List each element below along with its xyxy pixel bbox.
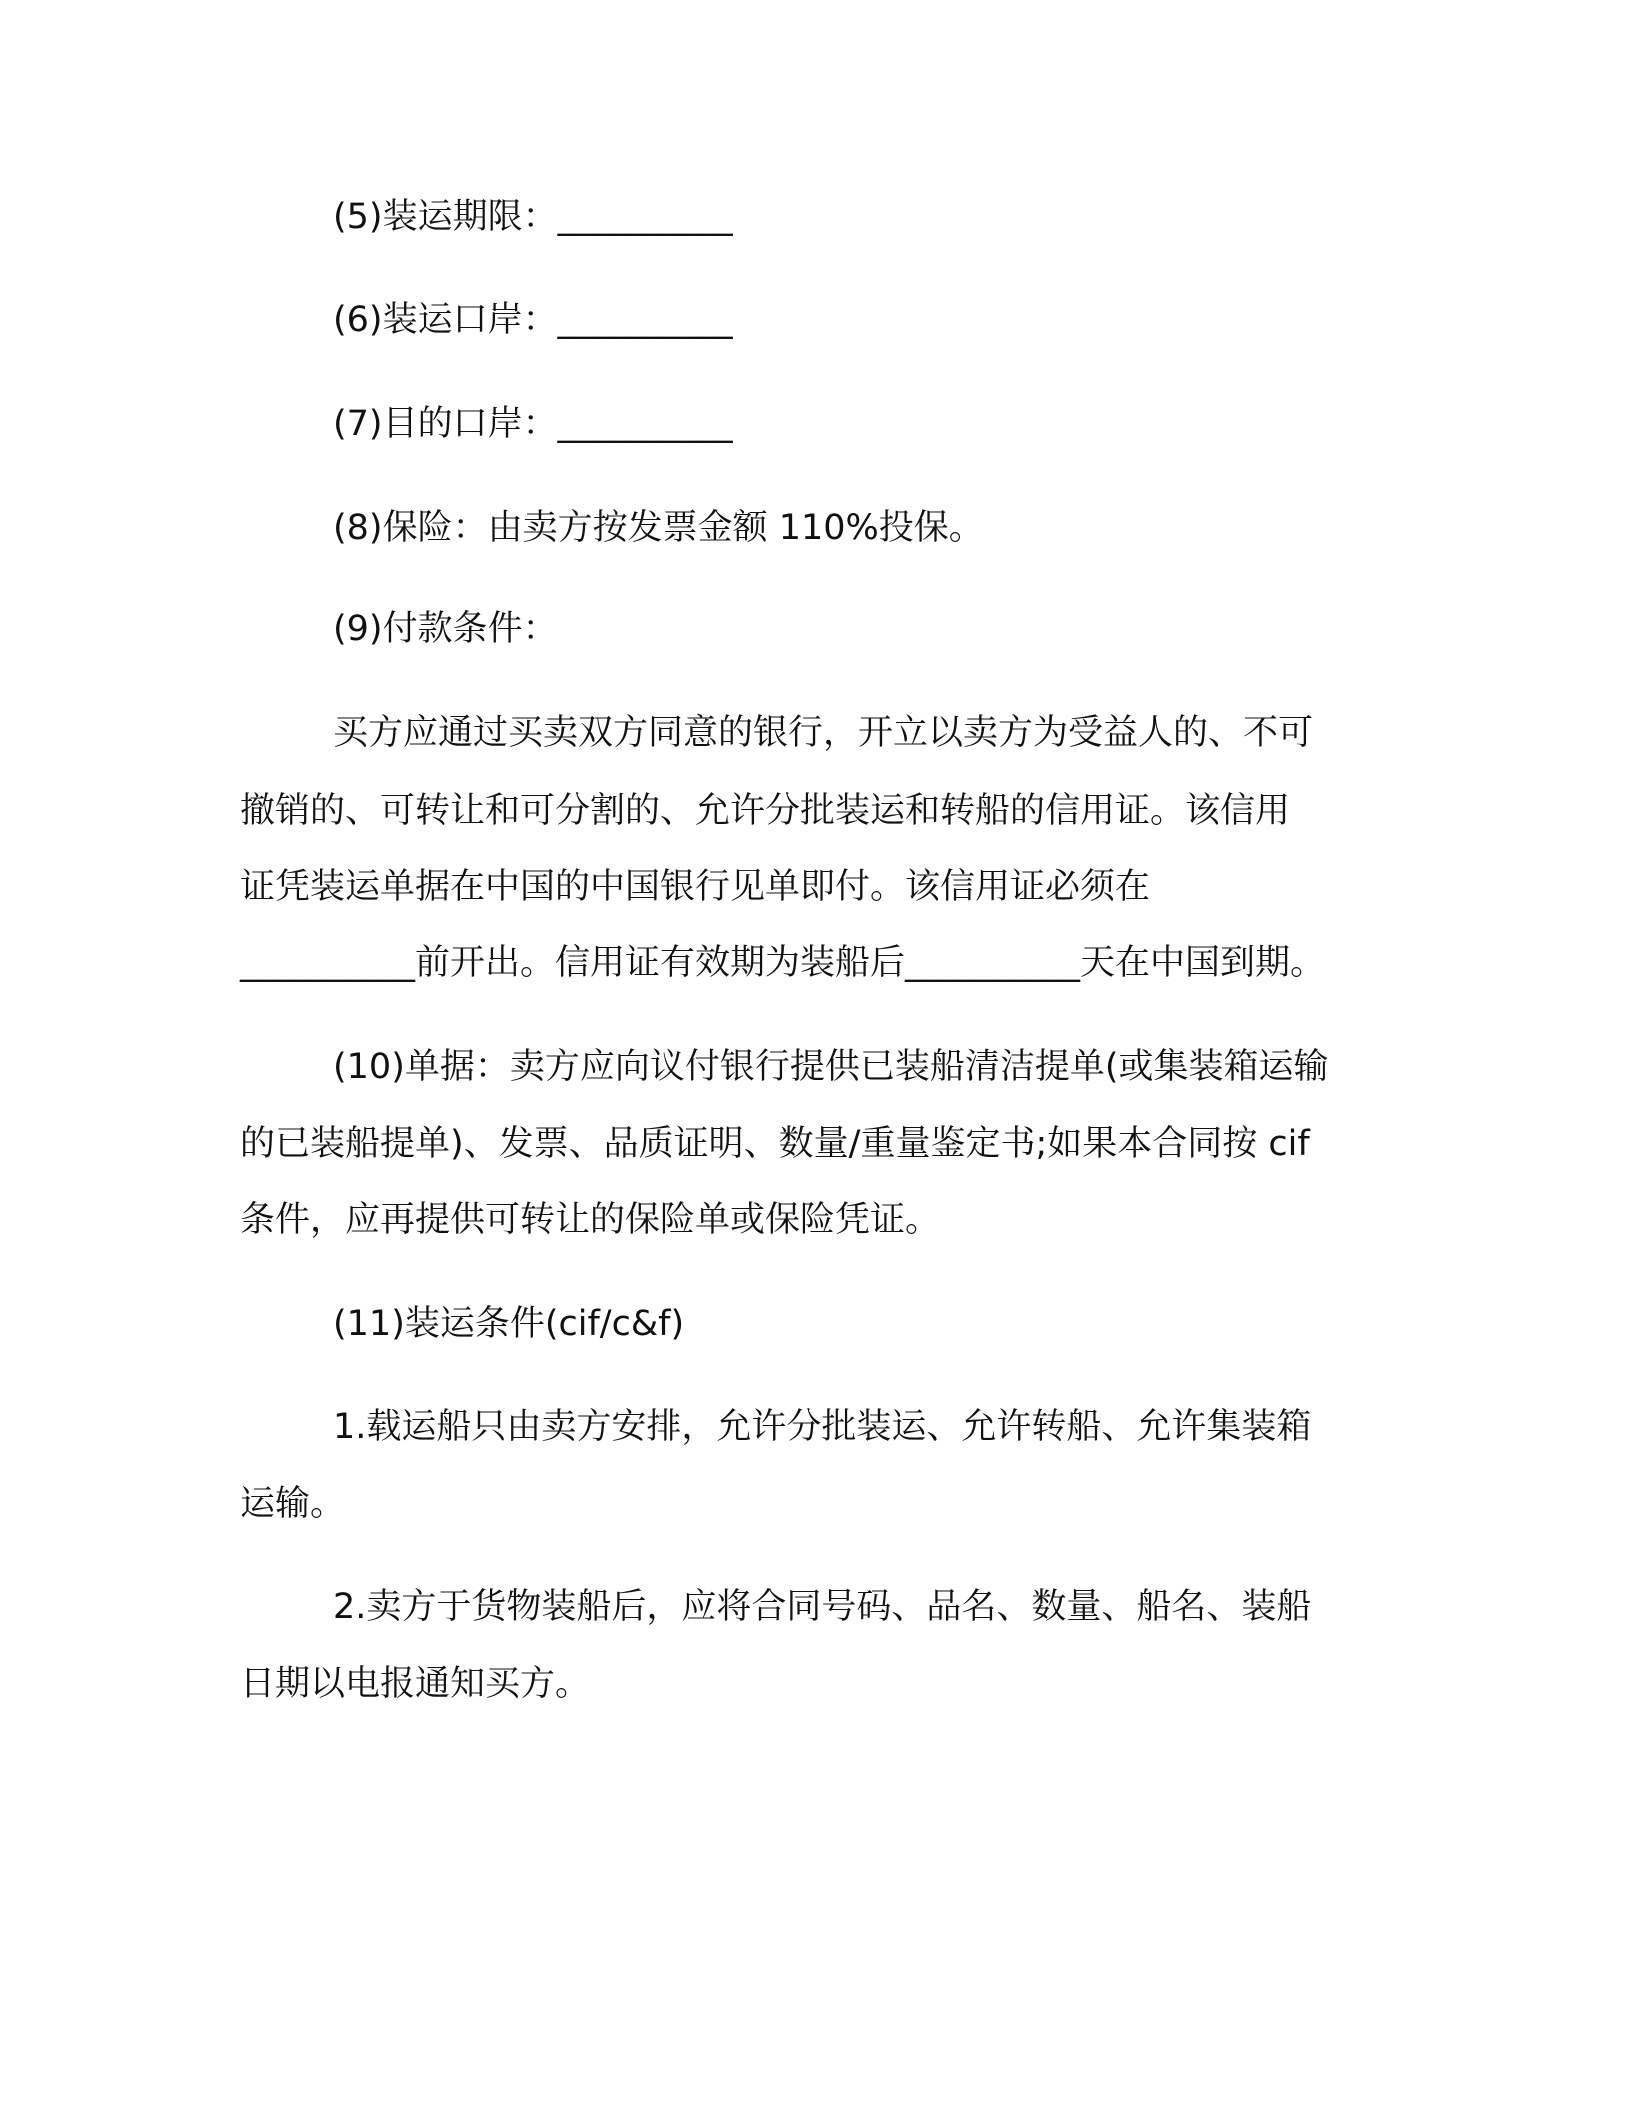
- clause-9-payment-heading: (9)付款条件：: [333, 609, 558, 649]
- shipment-term-2-cont: 日期以电报通知买方。: [240, 1664, 591, 1704]
- shipment-term-1: 1.载运船只由卖方安排，允许分批装运、允许转船、允许集装箱: [333, 1407, 1312, 1447]
- documents-paragraph-line: 的已装船提单)、发票、品质证明、数量/重量鉴定书;如果本合同按 cif: [240, 1124, 1310, 1164]
- clause-7-port-of-destination: (7)目的口岸：__________: [333, 404, 733, 444]
- shipment-term-2: 2.卖方于货物装船后，应将合同号码、品名、数量、船名、装船: [333, 1587, 1312, 1627]
- payment-paragraph-line: 撤销的、可转让和可分割的、允许分批装运和转船的信用证。该信用: [240, 791, 1291, 831]
- payment-paragraph-line: 证凭装运单据在中国的中国银行见单即付。该信用证必须在: [240, 867, 1151, 907]
- clause-10-documents: (10)单据：卖方应向议付银行提供已装船清洁提单(或集装箱运输: [333, 1047, 1329, 1087]
- documents-paragraph-line: 条件，应再提供可转让的保险单或保险凭证。: [240, 1200, 941, 1240]
- clause-11-shipment-terms: (11)装运条件(cif/c&f): [333, 1304, 685, 1344]
- shipment-term-1-cont: 运输。: [240, 1484, 346, 1524]
- clause-6-port-of-loading: (6)装运口岸：__________: [333, 300, 733, 340]
- clause-5-shipment-period: (5)装运期限：__________: [333, 197, 733, 237]
- clause-8-insurance: (8)保险：由卖方按发票金额 110%投保。: [333, 508, 984, 548]
- payment-paragraph-line: 买方应通过买卖双方同意的银行，开立以卖方为受益人的、不可: [333, 713, 1314, 753]
- payment-paragraph-line: __________前开出。信用证有效期为装船后__________天在中国到期。: [240, 943, 1326, 983]
